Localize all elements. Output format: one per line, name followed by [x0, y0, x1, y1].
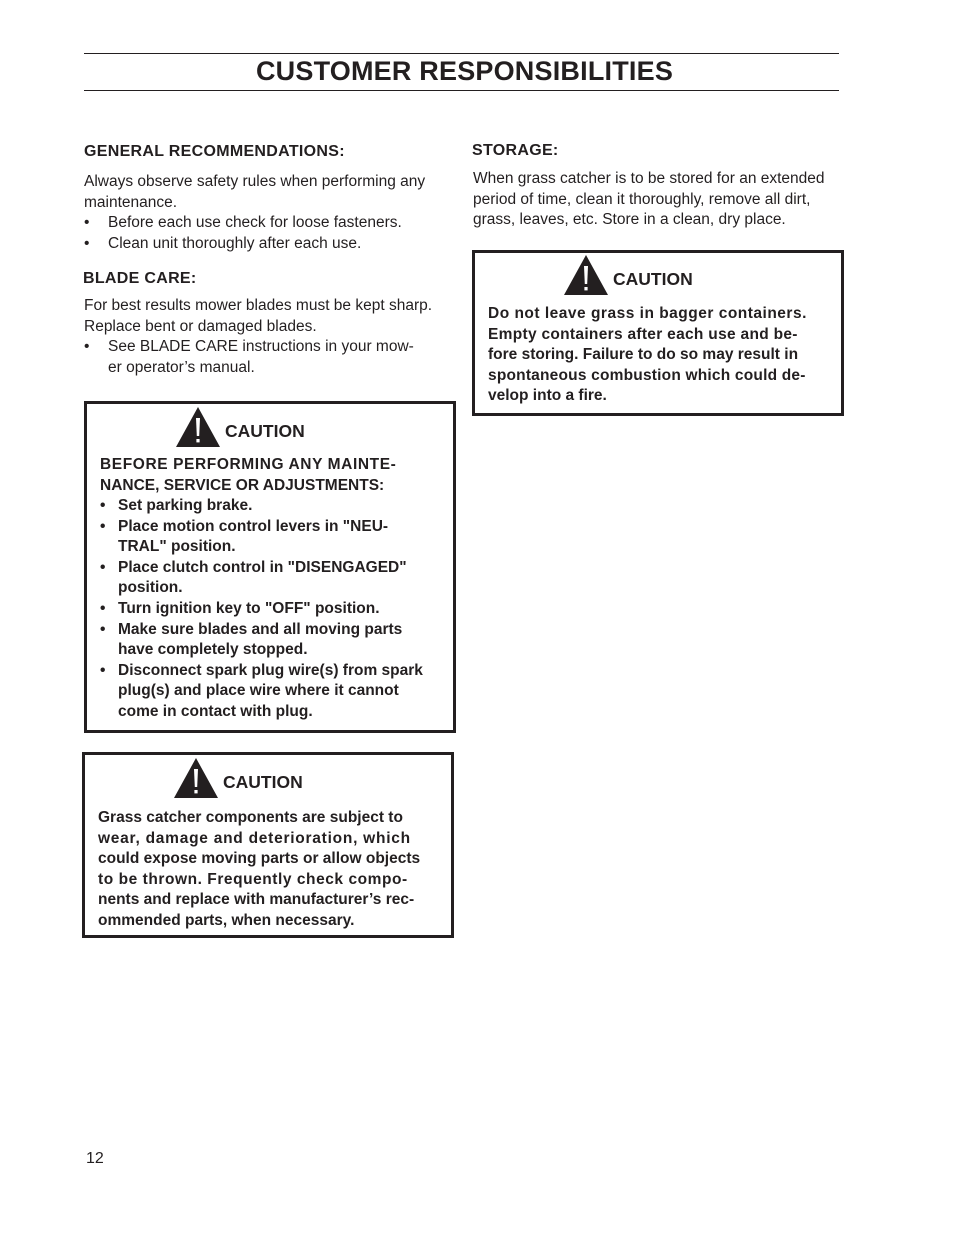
bullet-icon: • — [100, 620, 106, 638]
page-title: CUSTOMER RESPONSIBILITIES — [255, 56, 674, 86]
list-item: • Set parking brake. — [100, 496, 450, 517]
list-item: • Disconnect spark plug wire(s) from spark plug(s) and place wire where it cannot come in contact with plug. — [100, 661, 423, 720]
caution-header — [173, 757, 303, 799]
caution-header — [175, 406, 305, 448]
list-item: • Turn ignition key to "OFF" position. — [100, 599, 450, 620]
list-item: • See BLADE CARE instructions in your mow- er operator’s manual. — [84, 338, 414, 376]
caution-maintenance-list — [100, 496, 450, 723]
bullet-icon: • — [84, 338, 90, 355]
warning-triangle-icon — [175, 406, 221, 448]
caution-box-maintenance — [84, 401, 456, 733]
blade-care-heading: BLADE CARE: — [83, 270, 197, 287]
general-intro-line: Always observe safety rules when performing any — [84, 173, 426, 190]
caution-header — [563, 254, 693, 296]
bullet-icon: • — [100, 497, 106, 514]
storage-text: When grass catcher is to be stored for an extended period of time, clean it thoroughly, remove all dirt, grass, leaves, etc. Store in a clean, dry place. — [473, 170, 825, 229]
bullet-icon: • — [100, 558, 106, 576]
general-heading: GENERAL RECOMMENDATIONS: — [84, 143, 345, 160]
general-intro-line: maintenance. — [84, 193, 178, 211]
warning-triangle-icon — [173, 757, 219, 799]
list-item: • Make sure blades and all moving parts have completely stopped. — [100, 620, 403, 659]
blade-care-intro-line: For best results mower blades must be kept sharp. — [84, 297, 433, 314]
bullet-icon: • — [100, 599, 106, 617]
blade-care-bullet-list — [84, 337, 464, 378]
storage-heading: STORAGE: — [472, 142, 559, 159]
caution-label: CAUTION — [223, 771, 303, 792]
general-intro — [84, 172, 464, 213]
title-rule-top — [84, 53, 839, 54]
warning-triangle-icon — [563, 254, 609, 296]
page-number: 12 — [86, 1150, 104, 1167]
caution-label: CAUTION — [613, 268, 693, 289]
title-rule-bottom — [84, 90, 839, 91]
blade-care-intro-line: Replace bent or damaged blades. — [84, 317, 317, 335]
bullet-icon: • — [84, 234, 90, 252]
caution-maintenance-intro: BEFORE PERFORMING ANY MAINTE- NANCE, SERVICE OR ADJUSTMENTS: — [100, 456, 397, 494]
bullet-icon: • — [84, 214, 90, 231]
bullet-icon: • — [100, 517, 106, 535]
list-item: • Before each use check for loose fasteners. — [84, 213, 464, 234]
list-item: • Place clutch control in "DISENGAGED" position. — [100, 558, 407, 597]
caution-box-storage — [472, 250, 844, 416]
caution-storage-text: Do not leave grass in bagger containers. Empty containers after each use and be- fore storing. Failure to do so may result in spontaneous combustion which could de- velop into a fire. — [488, 305, 807, 405]
caution-label: CAUTION — [225, 420, 305, 441]
general-bullet-list — [84, 213, 464, 254]
blade-care-intro — [84, 296, 464, 337]
bullet-icon: • — [100, 661, 106, 679]
caution-components-text: Grass catcher components are subject to wear, damage and deterioration, which could expose moving parts or allow objects to be thrown. Frequently check compo- nents and replace with manufacturer’s rec- ommended parts, when necessary. — [98, 809, 421, 929]
list-item: • Clean unit thoroughly after each use. — [84, 234, 464, 255]
list-item: • Place motion control levers in "NEU- TRAL" position. — [100, 517, 389, 556]
caution-box-components — [82, 752, 454, 938]
